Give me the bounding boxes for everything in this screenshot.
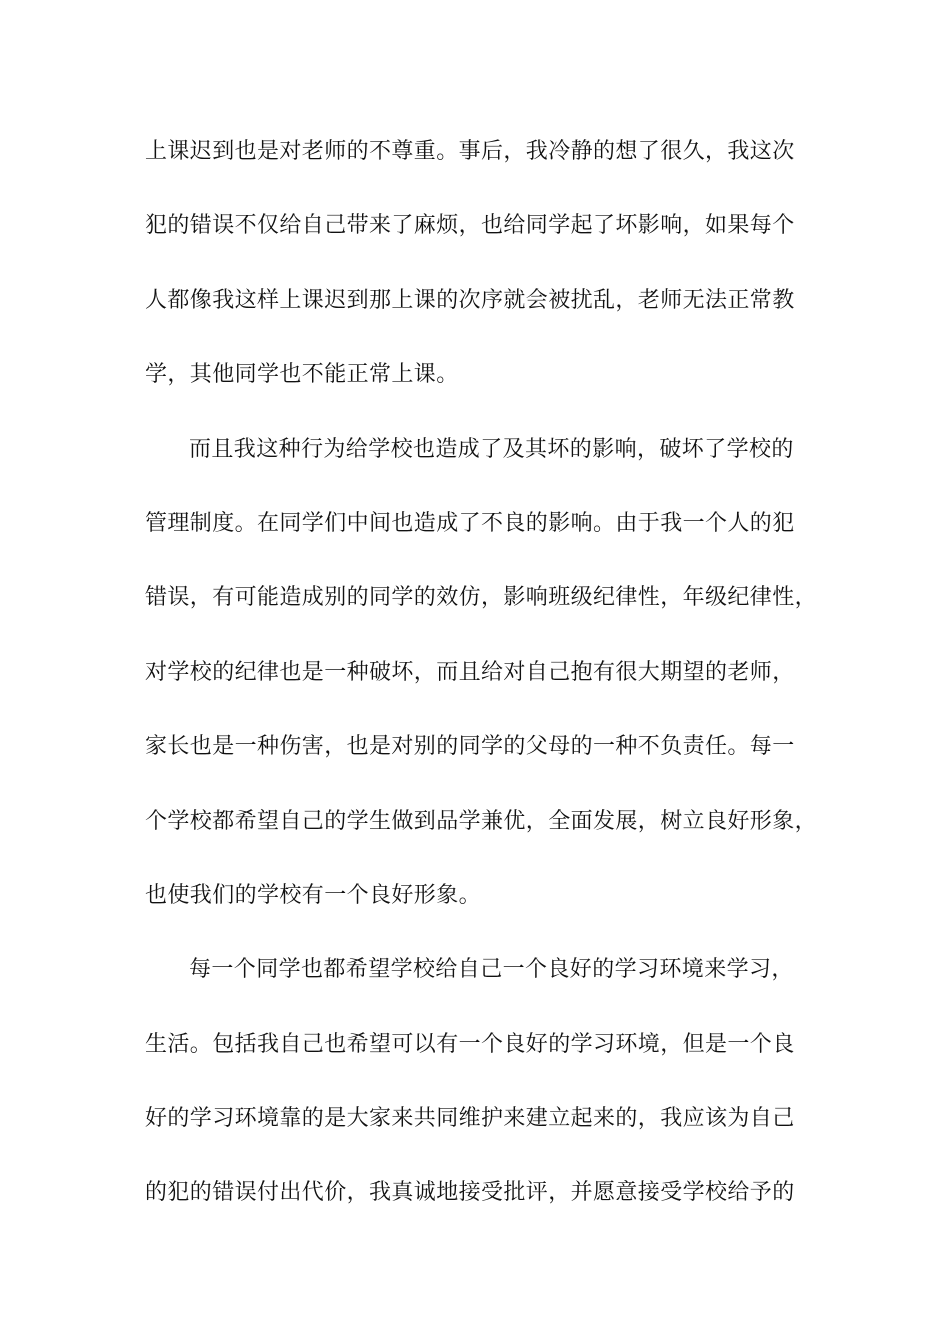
text-line: 好的学习环境靠的是大家来共同维护来建立起来的，我应该为自己 xyxy=(145,1106,795,1132)
text-line: 的犯的错误付出代价，我真诚地接受批评，并愿意接受学校给予的 xyxy=(145,1180,795,1206)
paragraph-first-line: 而且我这种行为给学校也造成了及其坏的影响，破坏了学校的 xyxy=(189,436,794,462)
document-body xyxy=(145,131,835,1247)
text-line: 犯的错误不仅给自己带来了麻烦，也给同学起了坏影响，如果每个 xyxy=(145,213,795,239)
text-line: 上课迟到也是对老师的不尊重。事后，我冷静的想了很久，我这次 xyxy=(145,139,795,164)
text-line: 也使我们的学校有一个良好形象。 xyxy=(145,882,482,908)
paragraph-first-line: 每一个同学也都希望学校给自己一个良好的学习环境来学习， xyxy=(189,957,794,983)
text-line: 管理制度。在同学们中间也造成了不良的影响。由于我一个人的犯 xyxy=(145,510,795,536)
text-line: 对学校的纪律也是一种破坏，而且给对自己抱有很大期望的老师， xyxy=(145,659,795,685)
text-line: 个学校都希望自己的学生做到品学兼优，全面发展，树立良好形象， xyxy=(145,808,818,834)
text-line: 生活。包括我自己也希望可以有一个良好的学习环境，但是一个良 xyxy=(145,1031,795,1057)
text-line: 家长也是一种伤害，也是对别的同学的父母的一种不负责任。每一 xyxy=(145,734,795,760)
text-line: 人都像我这样上课迟到那上课的次序就会被扰乱，老师无法正常教 xyxy=(145,287,795,313)
text-line: 学，其他同学也不能正常上课。 xyxy=(145,362,459,388)
text-line: 错误，有可能造成别的同学的效仿，影响班级纪律性，年级纪律性， xyxy=(145,585,818,611)
